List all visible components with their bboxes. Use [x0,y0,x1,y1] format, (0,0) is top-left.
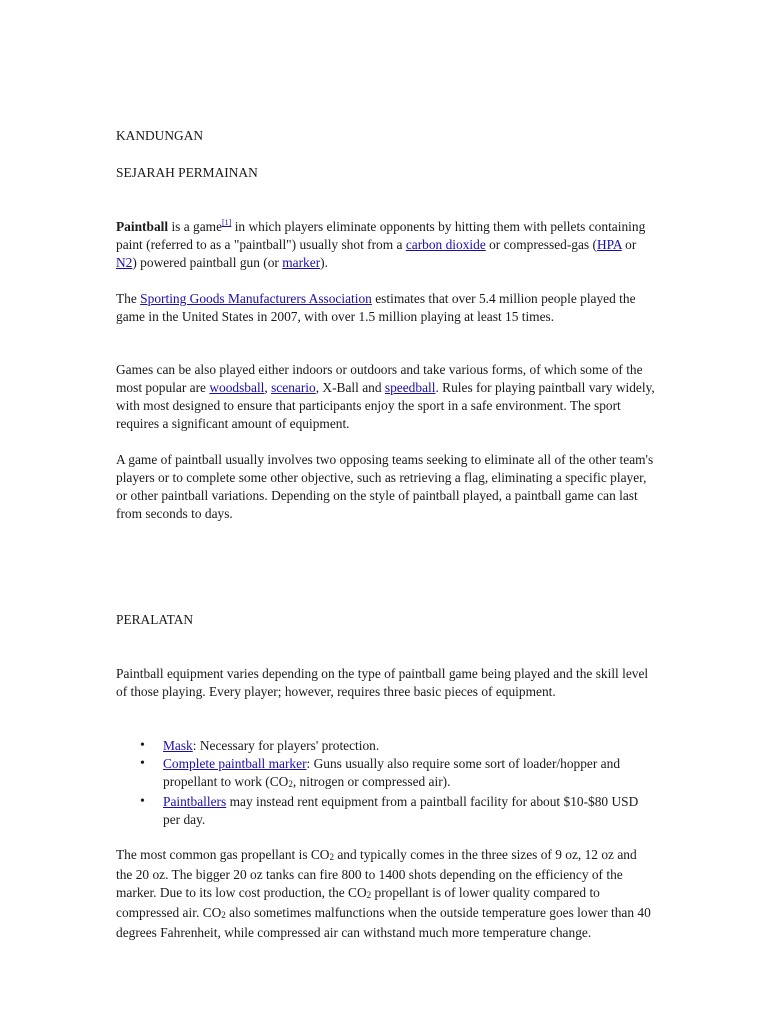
link-hpa[interactable]: HPA [596,237,622,252]
paragraph-intro: Paintball is a game[1] in which players eliminate opponents by hitting them with pellets containing paint (referred to as a "paintball") usually shot from a carbon dioxide or compressed-gas (HPA or N2) powered paintball gun (or marker). [116,218,646,270]
paragraph-game-forms: Games can be also played either indoors or outdoors and take various forms, of which some of the most popular are woodsball, scenario, X-Ball and speedball. Rules for playing paintball vary widely, with most designed to ensure that participants enjoy the sport in a safe environment. The sport requires a significant amount of equipment. [116,362,655,431]
heading-kandungan: KANDUNGAN [116,128,204,143]
link-speedball[interactable]: speedball [384,380,436,395]
link-mask[interactable]: Mask [163,738,193,753]
link-sporting-goods-manufacturers-association[interactable]: Sporting Goods Manufacturers Association [140,291,372,306]
link-paintballers[interactable]: Paintballers [163,794,227,809]
paragraph-sgma: The Sporting Goods Manufacturers Association estimates that over 5.4 million people played the game in the United States in 2007, with over 1.5 million playing at least 15 times. [116,291,636,324]
paragraph-equipment: Paintball equipment varies depending on the type of paintball game being played and the skill level of those playing. Every player; however, requires three basic pieces of equipment. [116,666,649,699]
link-complete-paintball-marker[interactable]: Complete paintball marker [163,756,307,771]
heading-peralatan: PERALATAN [116,612,194,627]
list-item: • Paintballers may instead rent equipment from a paintball facility for about $10-$80 USD per day. [116,793,656,829]
link-carbon-dioxide[interactable]: carbon dioxide [405,237,486,252]
list-item: • Mask: Necessary for players' protection. [116,737,656,755]
link-woodsball[interactable]: woodsball [209,380,265,395]
link-marker[interactable]: marker [282,255,321,270]
reference-link-1[interactable]: [1] [222,218,232,227]
paragraph-gas-propellant: The most common gas propellant is CO2 and typically comes in the three sizes of 9 oz, 12 oz and the 20 oz. The bigger 20 oz tanks can fire 800 to 1400 shots depending on the efficiency of the marker. Due to its low cost production, the CO2 propellant is of lower quality compared to compressed air. CO2 also sometimes malfunctions when the outside temperature goes lower than 40 degrees Fahrenheit, while compressed air can withstand much more temperature change. [116,847,651,940]
link-scenario[interactable]: scenario [271,380,316,395]
paragraph-game-objective: A game of paintball usually involves two opposing teams seeking to eliminate all of the other team's players or to complete some other objective, such as retrieving a flag, eliminating a specific player, or other paintball variations. Depending on the style of paintball played, a paintball game can last from seconds to days. [116,452,654,521]
link-n2[interactable]: N2 [116,255,133,270]
heading-sejarah-permainan: SEJARAH PERMAINAN [116,165,258,180]
term-paintball: Paintball [116,219,169,234]
list-item: • Complete paintball marker: Guns usually also require some sort of loader/hopper and propellant to work (CO2, nitrogen or compressed air). [116,755,656,793]
equipment-list [116,737,656,829]
